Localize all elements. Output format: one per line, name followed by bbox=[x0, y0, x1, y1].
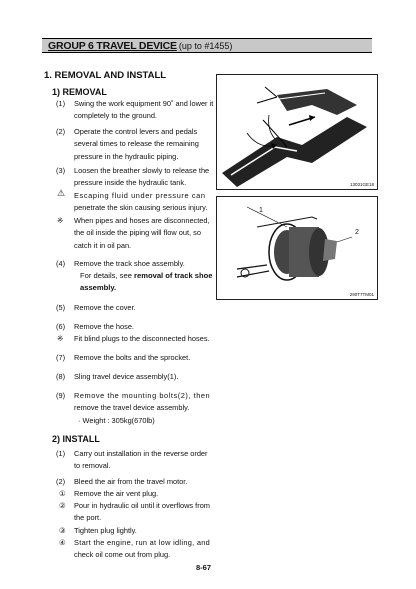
step-text bbox=[74, 98, 232, 123]
travel-device-illustration bbox=[217, 197, 377, 299]
line: Loosen the breather slowly to release the bbox=[74, 166, 210, 175]
page-number: 8-67 bbox=[196, 563, 212, 572]
section-title: 1. REMOVAL AND INSTALL bbox=[44, 70, 167, 81]
ref-emphasis-2: assembly. bbox=[80, 283, 117, 293]
step-text bbox=[74, 390, 210, 427]
step-text: Remove the cover. bbox=[74, 303, 136, 312]
ref-lead: For details, see bbox=[80, 271, 135, 280]
group-title: GROUP 6 TRAVEL DEVICE bbox=[48, 39, 177, 52]
line: to removal. bbox=[74, 461, 111, 471]
step-text: Bleed the air from the travel motor. bbox=[74, 477, 188, 486]
step-number: (7) bbox=[56, 353, 66, 362]
figure-excavator-arm bbox=[216, 74, 378, 190]
line: check oil come out from plug. bbox=[74, 550, 171, 559]
line: Start the engine, run at low idling, and bbox=[74, 538, 211, 547]
step-text: Sling travel device assembly(1). bbox=[74, 372, 179, 381]
step-number: (2) bbox=[56, 127, 66, 136]
step-number: (1) bbox=[56, 99, 66, 108]
line: Escaping fluid under pressure can bbox=[74, 191, 206, 200]
step-text bbox=[74, 448, 232, 473]
group-title-bar bbox=[42, 38, 372, 53]
line: pressure inside the hydraulic tank. bbox=[74, 178, 187, 188]
callout-2: 2 bbox=[355, 229, 359, 236]
note-icon: ※ bbox=[57, 216, 64, 225]
warning-icon: ⚠ bbox=[57, 188, 66, 198]
ref-emphasis: removal of track shoe bbox=[134, 271, 213, 280]
substep-number: ③ bbox=[59, 526, 66, 535]
line: Remove the track shoe assembly. bbox=[74, 259, 185, 268]
substep-number: ④ bbox=[59, 538, 66, 547]
line: Swing the work equipment 90˚ and lower it bbox=[74, 99, 214, 108]
removal-title: 1) REMOVAL bbox=[52, 87, 107, 97]
step-text bbox=[74, 165, 232, 190]
note-icon: ※ bbox=[57, 334, 64, 343]
group-subtitle: (up to #1455) bbox=[178, 40, 233, 51]
step-text: Remove the hose. bbox=[74, 322, 134, 331]
step-text bbox=[74, 258, 232, 270]
excavator-arm-illustration bbox=[217, 75, 377, 189]
line: pressure in the hydraulic piping. bbox=[74, 151, 179, 161]
callout-1: 1 bbox=[259, 207, 263, 214]
note-text bbox=[74, 215, 232, 252]
figure-label: 290T7TM01 bbox=[349, 292, 374, 297]
step-text bbox=[74, 126, 232, 163]
install-title: 2) INSTALL bbox=[52, 434, 100, 444]
step-number: (6) bbox=[56, 322, 66, 331]
step-number: (2) bbox=[56, 477, 66, 486]
substep-text: Tighten plug lightly. bbox=[74, 526, 137, 535]
line: Operate the control levers and pedals bbox=[74, 127, 198, 136]
step-number: (1) bbox=[56, 449, 66, 458]
step-number: (8) bbox=[56, 372, 66, 381]
substep-text: Remove the air vent plug. bbox=[74, 489, 159, 498]
line: · Weight : 305kg(670lb) bbox=[78, 415, 155, 425]
line: When pipes and hoses are disconnected, bbox=[74, 216, 210, 225]
figure-label: 13031GE18 bbox=[349, 182, 374, 187]
line: catch it in oil pan. bbox=[74, 240, 132, 250]
substep-number: ② bbox=[59, 501, 66, 510]
line: Remove the mounting bolts(2), then bbox=[74, 391, 211, 400]
line: penetrate the skin causing serious injury. bbox=[74, 203, 208, 213]
substep-number: ① bbox=[59, 489, 66, 498]
line: the port. bbox=[74, 513, 102, 523]
note-text: Fit blind plugs to the disconnected hoses. bbox=[74, 334, 210, 343]
step-text: Remove the bolts and the sprocket. bbox=[74, 353, 191, 362]
step-number: (5) bbox=[56, 303, 66, 312]
details-ref bbox=[80, 270, 213, 295]
step-number: (9) bbox=[56, 391, 66, 400]
line: completely to the ground. bbox=[74, 111, 157, 121]
warning-text bbox=[74, 190, 232, 215]
line: several times to release the remaining bbox=[74, 139, 199, 149]
line: Pour in hydraulic oil until it overflows from bbox=[74, 501, 210, 510]
line: Carry out installation in the reverse order bbox=[74, 449, 208, 458]
step-number: (3) bbox=[56, 166, 66, 175]
figure-travel-device bbox=[216, 196, 378, 300]
substep-text bbox=[74, 537, 210, 549]
step-number: (4) bbox=[56, 259, 66, 268]
substep-text bbox=[74, 500, 210, 525]
line: the oil inside the piping will flow out, so bbox=[74, 228, 201, 238]
line: remove the travel device assembly. bbox=[74, 403, 190, 413]
